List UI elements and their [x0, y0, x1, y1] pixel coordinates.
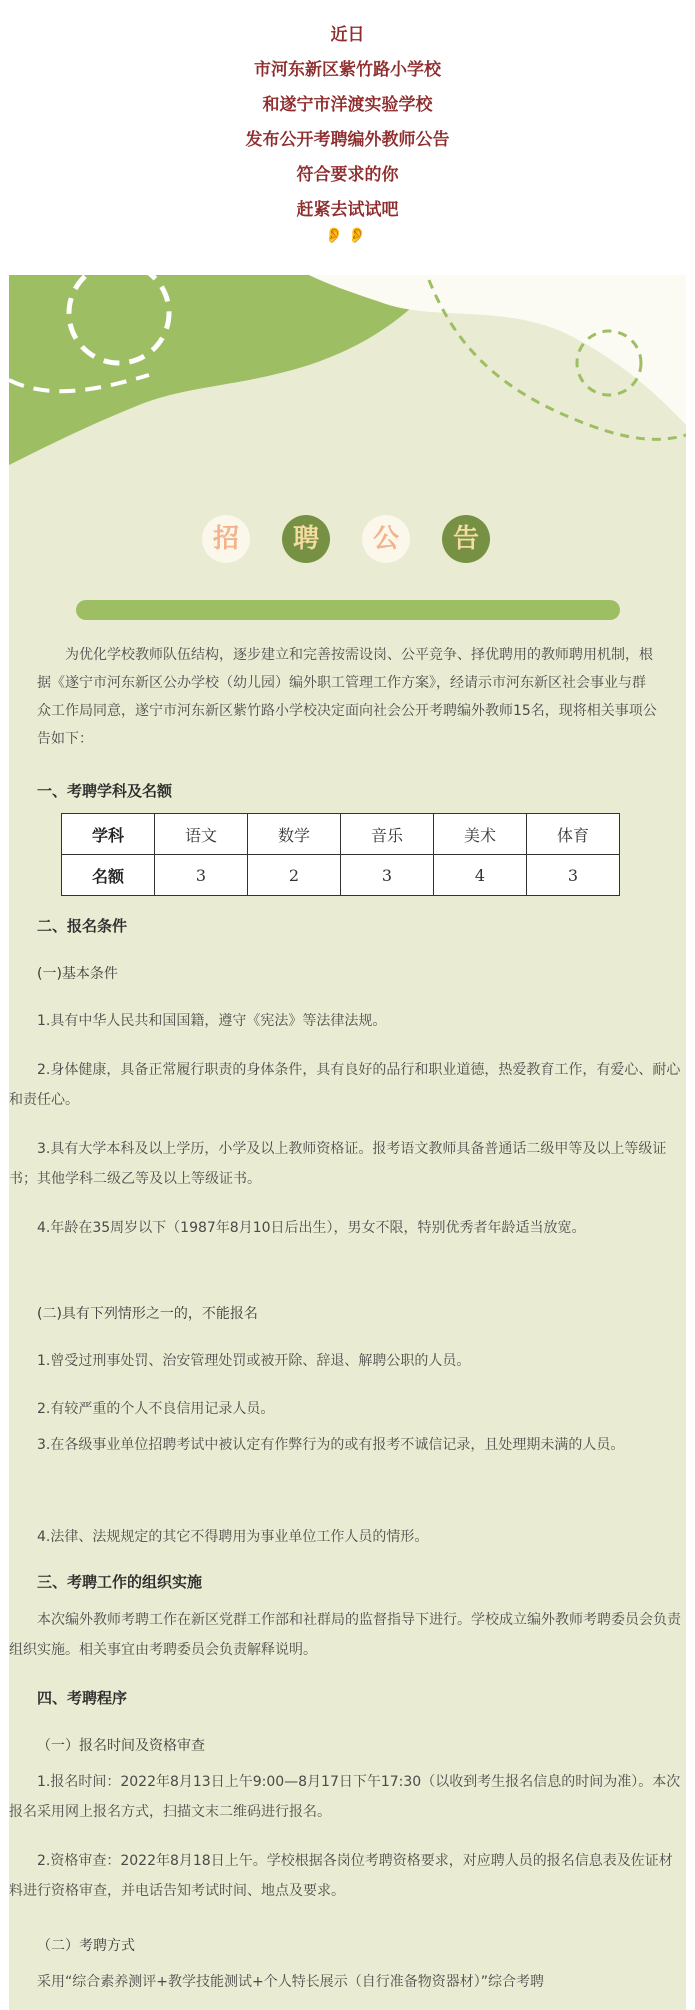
condition-item: 2.身体健康，具备正常履行职责的身体条件，具有良好的品行和职业道德，热爱教育工作，有爱心、耐心和责任心。: [9, 1062, 681, 1108]
table-cell: 语文: [155, 814, 248, 855]
announcement-panel: [9, 275, 686, 2010]
condition-item: 3.具有大学本科及以上学历，小学及以上教师资格证。报考语文教师具备普通话二级甲等及以上等级证书；其他学科二级乙等及以上等级证书。: [9, 1141, 667, 1187]
table-cell: 美术: [434, 814, 527, 855]
exclusion-item: 2.有较严重的个人不良信用记录人员。: [37, 1401, 275, 1417]
intro-line: 近日: [330, 25, 365, 45]
condition-item: 4.年龄在35周岁以下（1987年8月10日后出生），男女不限，特别优秀者年龄适当放宽。: [37, 1220, 586, 1236]
subsection-heading: (一)基本条件: [37, 966, 118, 982]
table-cell: 学科: [62, 814, 155, 855]
subsection-heading: (二)具有下列情形之一的，不能报名: [37, 1306, 258, 1322]
section-heading: 三、考聘工作的组织实施: [37, 1573, 203, 1591]
title-char: 聘: [282, 515, 330, 563]
divider-bar: [76, 600, 620, 620]
table-row: [62, 814, 620, 855]
quota-table: [61, 813, 620, 896]
procedure-item: 2.资格审查：2022年8月18日上午。学校根据各岗位考聘资格要求，对应聘人员的报名信息表及佐证材料进行资格审查，并电话告知考试时间、地点及要求。: [9, 1853, 673, 1899]
table-cell: 4: [434, 855, 527, 896]
table-cell: 数学: [248, 814, 341, 855]
hero-decoration: [9, 275, 686, 475]
title-char: 招: [202, 515, 250, 563]
org-paragraph: 本次编外教师考聘工作在新区党群工作部和社群局的监督指导下进行。学校成立编外教师考聘委员会负责组织实施。相关事宜由考聘委员会负责解释说明。: [9, 1612, 681, 1658]
procedure-item: 1.报名时间：2022年8月13日上午9:00—8月17日下午17:30（以收到考生报名信息的时间为准）。本次报名采用网上报名方式，扫描文末二维码进行报名。: [9, 1774, 681, 1820]
table-cell: 3: [155, 855, 248, 896]
section-heading: 二、报名条件: [37, 917, 128, 935]
table-cell: 音乐: [341, 814, 434, 855]
method-paragraph: 采用“综合素养测评+教学技能测试+个人特长展示（自行准备物资器材）”综合考聘: [37, 1974, 544, 1990]
intro-line: 符合要求的你: [296, 165, 399, 185]
table-row: [62, 855, 620, 896]
intro-line: 和遂宁市洋渡实验学校: [262, 95, 433, 115]
section-heading: 一、考聘学科及名额: [37, 782, 173, 800]
title-char: 公: [362, 515, 410, 563]
exclusion-item: 1.曾受过刑事处罚、治安管理处罚或被开除、辞退、解聘公职的人员。: [37, 1353, 471, 1369]
condition-item: 1.具有中华人民共和国国籍，遵守《宪法》等法律法规。: [37, 1013, 387, 1029]
section-heading: 四、考聘程序: [37, 1689, 128, 1707]
intro-line: 赶紧去试试吧: [296, 200, 399, 220]
ear-emoji-icon: 👂👂: [324, 226, 371, 244]
intro-paragraph: 为优化学校教师队伍结构，逐步建立和完善按需设岗、公平竞争、择优聘用的教师聘用机制，根据《遂宁市河东新区公办学校（幼儿园）编外职工管理工作方案》，经请示市河东新区社会事业与群众工作局同意，遂宁市河东新区紫竹路小学校决定面向社会公开考聘编外教师15名，现将相关事项公告如下：: [37, 647, 657, 747]
intro-line: 发布公开考聘编外教师公告: [245, 130, 450, 150]
table-cell: 体育: [527, 814, 620, 855]
table-cell: 名额: [62, 855, 155, 896]
exclusion-item: 4.法律、法规规定的其它不得聘用为事业单位工作人员的情形。: [37, 1529, 429, 1545]
subsection-heading: （一）报名时间及资格审查: [37, 1738, 205, 1754]
title-char: 告: [442, 515, 490, 563]
intro-line: 市河东新区紫竹路小学校: [254, 60, 441, 80]
table-cell: 3: [341, 855, 434, 896]
subsection-heading: （二）考聘方式: [37, 1938, 135, 1954]
table-cell: 2: [248, 855, 341, 896]
exclusion-item: 3.在各级事业单位招聘考试中被认定有作弊行为的或有报考不诚信记录，且处理期未满的人员。: [37, 1437, 625, 1453]
intro-block: [0, 0, 695, 275]
table-cell: 3: [527, 855, 620, 896]
